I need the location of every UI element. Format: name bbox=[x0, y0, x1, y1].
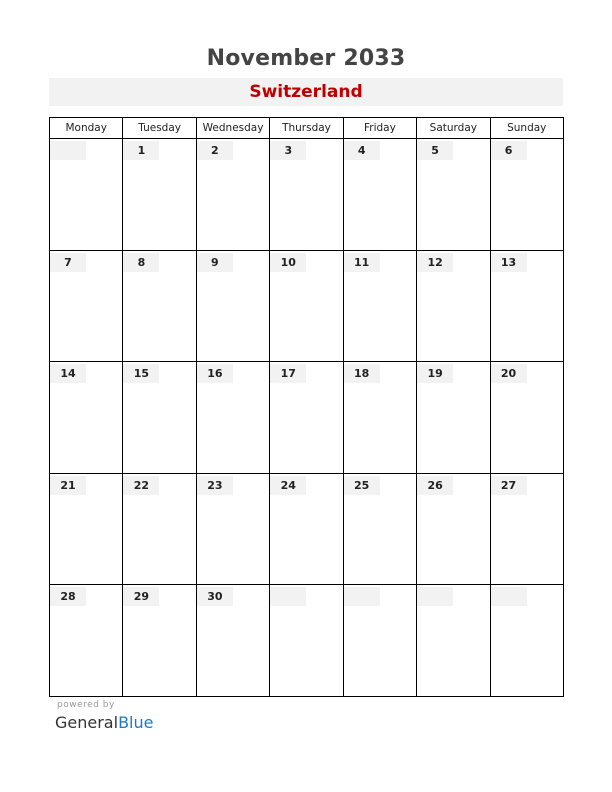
day-number: 21 bbox=[60, 478, 76, 492]
day-cell bbox=[490, 362, 563, 474]
calendar-week-row bbox=[50, 585, 564, 697]
calendar-week-row bbox=[50, 139, 564, 251]
day-number: 14 bbox=[60, 367, 76, 381]
day-number-box bbox=[417, 476, 453, 495]
day-number: 3 bbox=[284, 144, 293, 157]
weekday-header: Saturday bbox=[417, 118, 490, 139]
day-cell bbox=[343, 585, 416, 697]
day-number: 6 bbox=[504, 144, 513, 157]
day-number: 13 bbox=[500, 255, 517, 269]
day-number-box bbox=[197, 476, 233, 495]
day-cell bbox=[417, 139, 490, 251]
powered-by-label: powered by bbox=[57, 700, 115, 710]
day-number-box bbox=[50, 364, 86, 383]
weekday-header: Tuesday bbox=[123, 118, 196, 139]
day-number-box bbox=[197, 364, 233, 383]
day-cell bbox=[490, 585, 563, 697]
day-number-box bbox=[50, 253, 86, 272]
weekday-header-row bbox=[50, 118, 564, 139]
calendar-week-row bbox=[50, 250, 564, 362]
calendar-title: November 2033 bbox=[206, 46, 406, 71]
brand-general: General bbox=[55, 713, 119, 732]
day-cell bbox=[343, 139, 416, 251]
day-cell bbox=[490, 139, 563, 251]
day-cell bbox=[490, 473, 563, 585]
day-number-box bbox=[417, 587, 453, 606]
day-number: 1 bbox=[137, 144, 146, 157]
day-number-box bbox=[123, 476, 159, 495]
day-number: 29 bbox=[133, 590, 150, 604]
day-number: 7 bbox=[64, 255, 72, 269]
day-cell bbox=[270, 362, 343, 474]
day-number-box bbox=[344, 253, 380, 272]
day-number-box bbox=[491, 141, 527, 160]
day-cell bbox=[50, 139, 123, 251]
day-number: 26 bbox=[427, 478, 443, 492]
day-cell bbox=[123, 250, 196, 362]
day-number: 25 bbox=[354, 478, 370, 492]
weekday-header: Thursday bbox=[270, 118, 343, 139]
day-cell bbox=[50, 473, 123, 585]
day-number-box bbox=[491, 587, 527, 606]
day-number-box bbox=[270, 364, 306, 383]
day-number-box bbox=[50, 141, 86, 160]
day-number-box bbox=[123, 587, 159, 606]
day-cell bbox=[50, 362, 123, 474]
day-number-box bbox=[417, 253, 453, 272]
day-number-box bbox=[197, 253, 233, 272]
day-cell bbox=[196, 585, 269, 697]
country-banner bbox=[49, 78, 563, 106]
weekday-header: Monday bbox=[50, 118, 123, 139]
day-cell bbox=[196, 139, 269, 251]
day-number-box bbox=[344, 476, 380, 495]
calendar-grid bbox=[49, 117, 564, 697]
day-cell bbox=[417, 250, 490, 362]
day-cell bbox=[270, 585, 343, 697]
day-number: 9 bbox=[211, 255, 219, 269]
country-name: Switzerland bbox=[249, 82, 363, 102]
day-number: 4 bbox=[357, 144, 366, 157]
day-number: 16 bbox=[207, 367, 223, 381]
day-cell bbox=[123, 473, 196, 585]
day-cell bbox=[50, 250, 123, 362]
day-cell bbox=[270, 250, 343, 362]
calendar-week-row bbox=[50, 473, 564, 585]
day-cell bbox=[50, 585, 123, 697]
day-number-box bbox=[417, 141, 453, 160]
day-number-box bbox=[123, 253, 159, 272]
day-number-box bbox=[123, 141, 159, 160]
day-cell bbox=[196, 250, 269, 362]
day-number-box bbox=[123, 364, 159, 383]
day-number-box bbox=[491, 253, 527, 272]
day-cell bbox=[343, 473, 416, 585]
day-number-box bbox=[344, 364, 380, 383]
day-cell bbox=[270, 139, 343, 251]
day-number: 12 bbox=[427, 255, 443, 269]
brand-logo bbox=[55, 713, 153, 732]
day-number: 2 bbox=[211, 144, 219, 157]
day-cell bbox=[343, 362, 416, 474]
day-number-box bbox=[270, 587, 306, 606]
day-number-box bbox=[491, 364, 527, 383]
day-cell bbox=[270, 473, 343, 585]
day-number: 20 bbox=[500, 367, 517, 381]
day-number: 24 bbox=[280, 478, 296, 492]
day-cell bbox=[417, 585, 490, 697]
day-cell bbox=[123, 139, 196, 251]
day-cell bbox=[417, 362, 490, 474]
weekday-header: Friday bbox=[343, 118, 416, 139]
day-number: 27 bbox=[500, 478, 517, 492]
day-number: 22 bbox=[133, 478, 150, 492]
day-number: 5 bbox=[431, 144, 439, 157]
day-cell bbox=[123, 585, 196, 697]
day-cell bbox=[343, 250, 416, 362]
day-number-box bbox=[270, 253, 306, 272]
day-number: 15 bbox=[133, 367, 150, 381]
day-number: 17 bbox=[280, 367, 296, 381]
day-number: 30 bbox=[207, 590, 223, 604]
day-cell bbox=[196, 473, 269, 585]
day-number: 18 bbox=[354, 367, 370, 381]
weekday-header: Sunday bbox=[490, 118, 563, 139]
day-number: 23 bbox=[207, 478, 223, 492]
day-number: 28 bbox=[60, 590, 76, 604]
day-number: 19 bbox=[427, 367, 443, 381]
day-number-box bbox=[197, 141, 233, 160]
day-cell bbox=[417, 473, 490, 585]
day-cell bbox=[123, 362, 196, 474]
calendar-week-row bbox=[50, 362, 564, 474]
day-number-box bbox=[270, 141, 306, 160]
day-number-box bbox=[491, 476, 527, 495]
day-cell bbox=[490, 250, 563, 362]
day-number: 8 bbox=[137, 255, 146, 269]
day-number: 11 bbox=[354, 255, 370, 269]
day-number-box bbox=[344, 141, 380, 160]
day-number-box bbox=[344, 587, 380, 606]
day-number-box bbox=[417, 364, 453, 383]
day-number-box bbox=[50, 587, 86, 606]
day-number-box bbox=[197, 587, 233, 606]
day-number: 10 bbox=[280, 255, 296, 269]
day-cell bbox=[196, 362, 269, 474]
day-number-box bbox=[270, 476, 306, 495]
day-number-box bbox=[50, 476, 86, 495]
weekday-header: Wednesday bbox=[196, 118, 269, 139]
brand-blue: Blue bbox=[118, 713, 154, 732]
